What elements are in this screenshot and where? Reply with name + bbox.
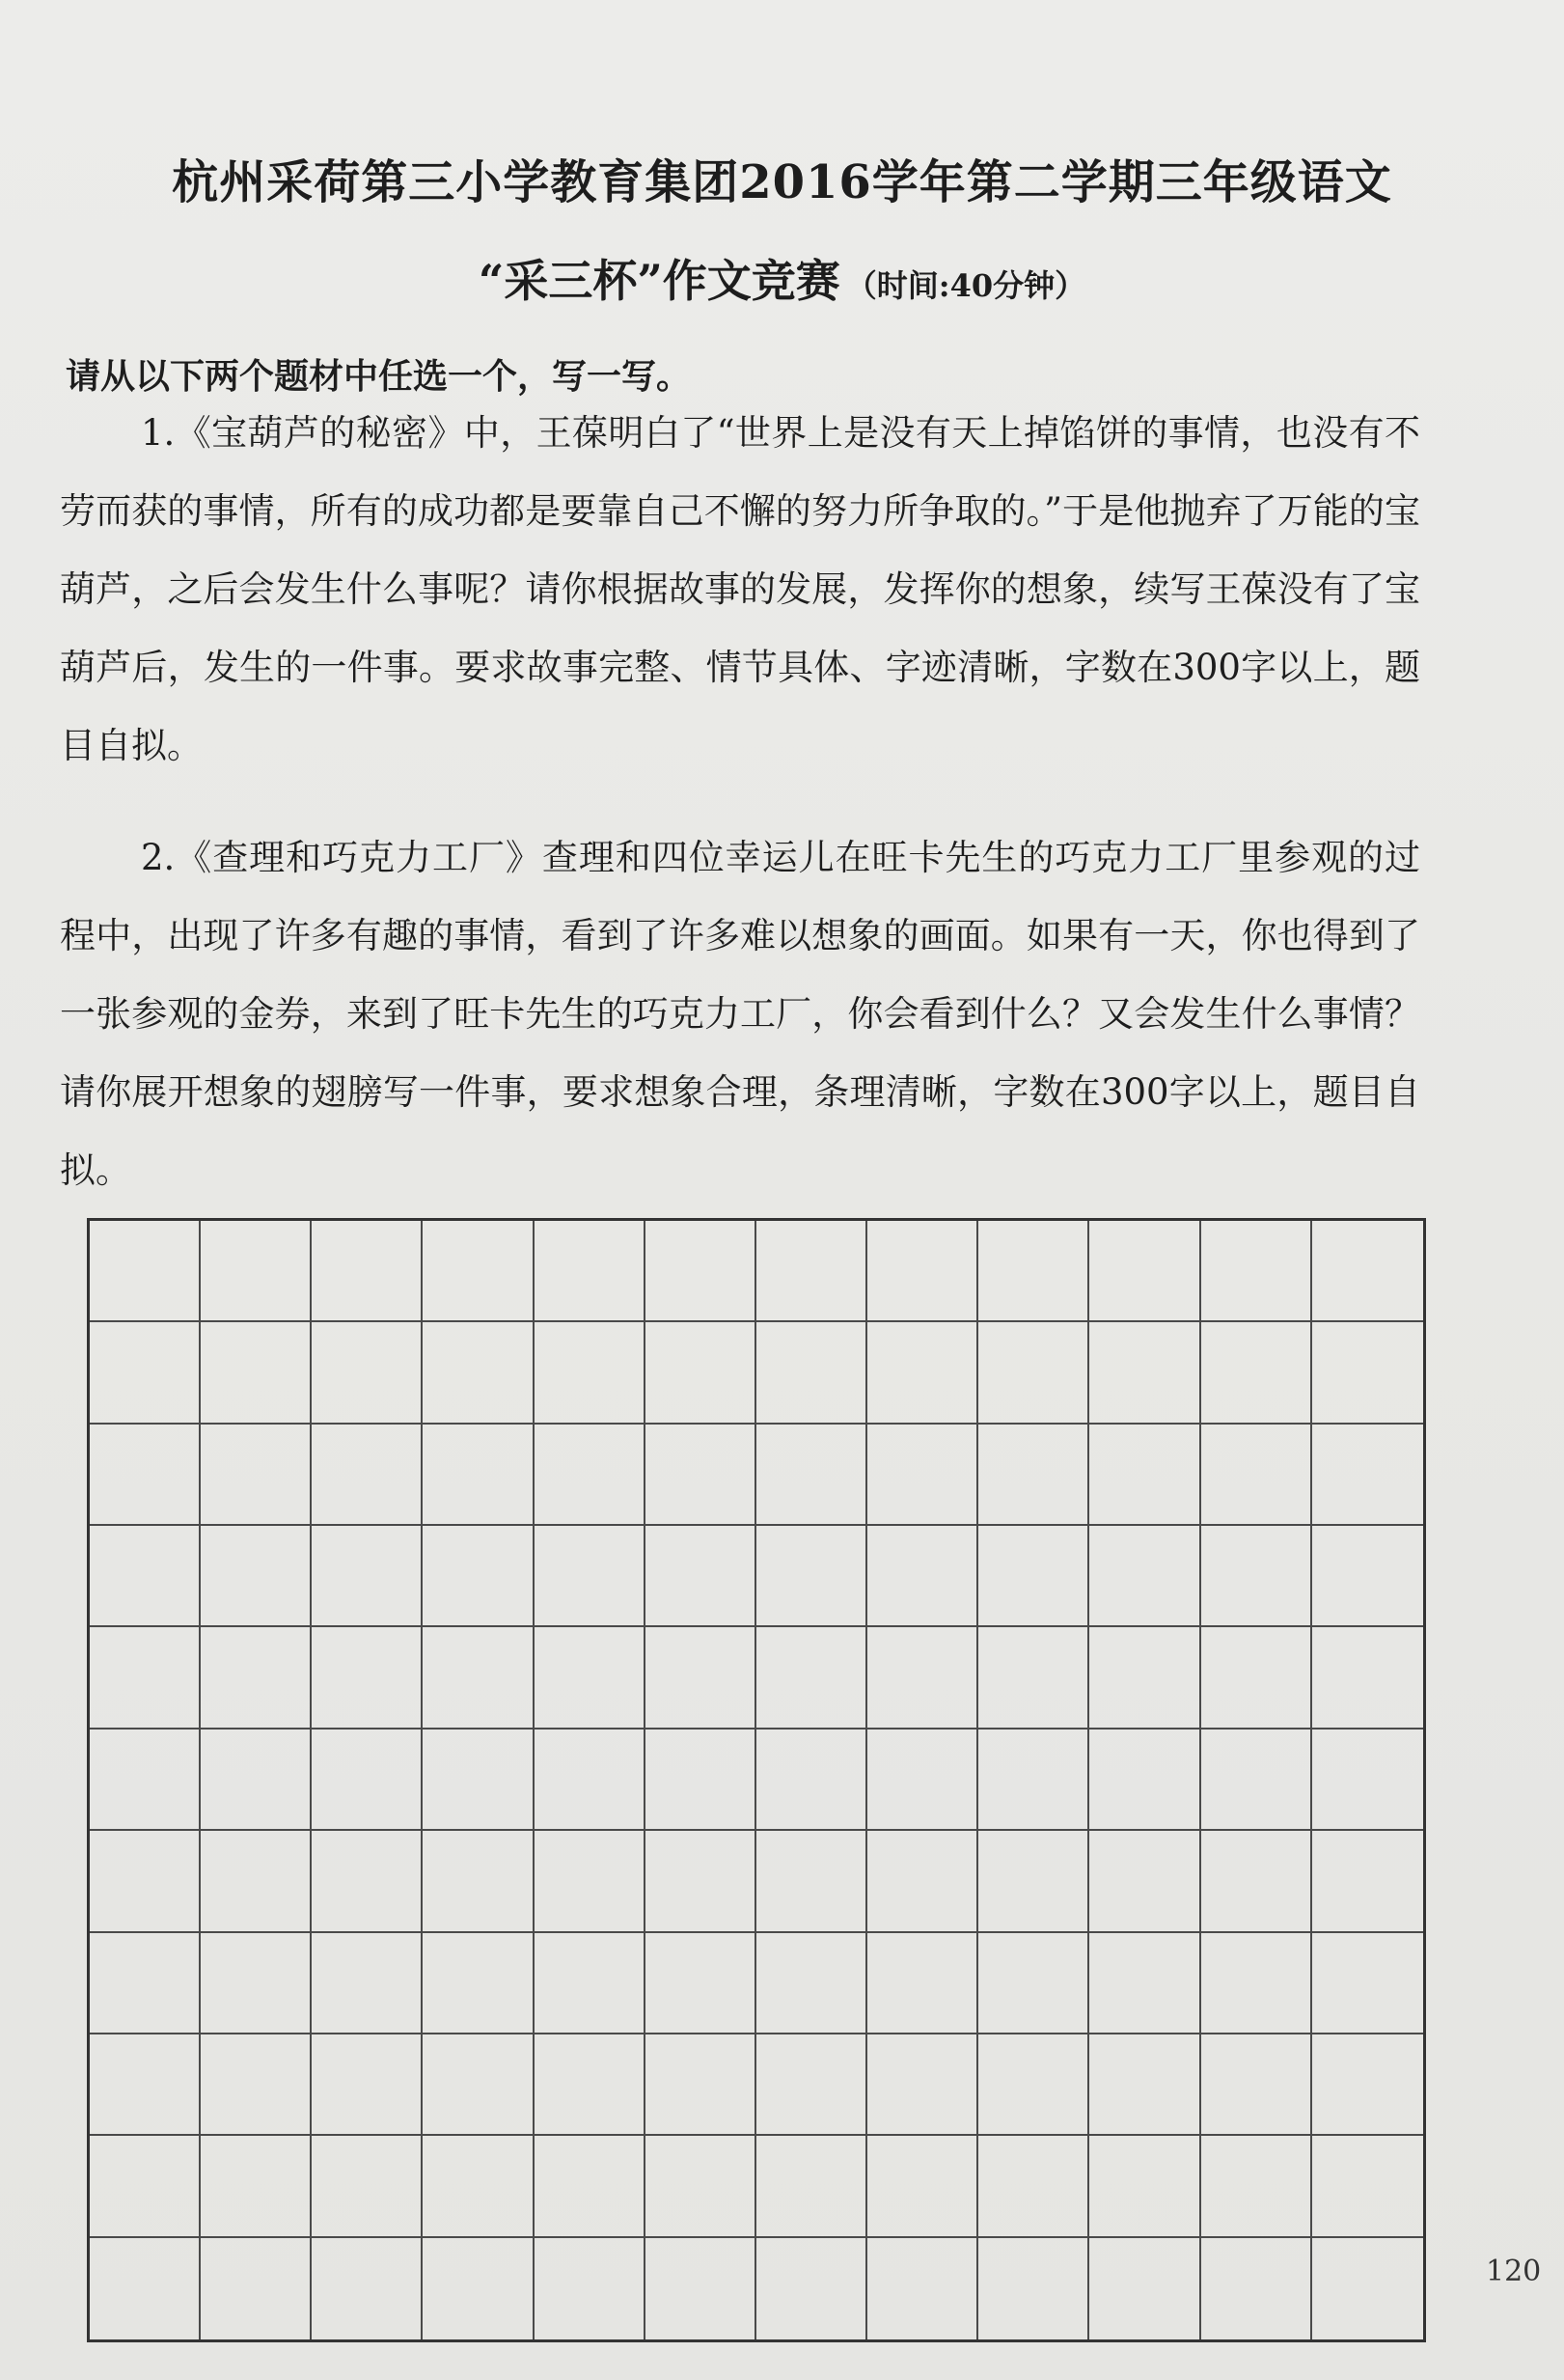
grid-cell[interactable]	[201, 1933, 312, 2034]
grid-cell[interactable]	[645, 1425, 756, 1526]
grid-cell[interactable]	[90, 2238, 201, 2339]
grid-cell[interactable]	[201, 1526, 312, 1627]
grid-cell[interactable]	[756, 1933, 867, 2034]
grid-cell[interactable]	[1089, 1730, 1200, 1831]
grid-cell[interactable]	[312, 2238, 423, 2339]
grid-cell[interactable]	[312, 1730, 423, 1831]
grid-cell[interactable]	[1201, 2136, 1312, 2237]
grid-cell[interactable]	[1312, 2136, 1423, 2237]
grid-cell[interactable]	[1089, 1322, 1200, 1424]
grid-cell[interactable]	[312, 1221, 423, 1322]
grid-cell[interactable]	[645, 2034, 756, 2136]
grid-cell[interactable]	[867, 1221, 978, 1322]
grid-cell[interactable]	[535, 2136, 645, 2237]
grid-cell[interactable]	[1089, 1425, 1200, 1526]
instruction-text: 请从以下两个题材中任选一个，写一写。	[66, 357, 692, 397]
grid-cell[interactable]	[756, 1627, 867, 1729]
grid-cell[interactable]	[978, 2136, 1089, 2237]
grid-cell[interactable]	[312, 2034, 423, 2136]
grid-cell[interactable]	[201, 2136, 312, 2237]
grid-cell[interactable]	[645, 1221, 756, 1322]
grid-cell[interactable]	[867, 1933, 978, 2034]
grid-cell[interactable]	[756, 1730, 867, 1831]
grid-cell[interactable]	[535, 1425, 645, 1526]
grid-cell[interactable]	[645, 1526, 756, 1627]
grid-cell[interactable]	[867, 1730, 978, 1831]
page-number: 120	[1486, 2255, 1542, 2288]
grid-cell[interactable]	[978, 1425, 1089, 1526]
grid-cell[interactable]	[756, 1322, 867, 1424]
grid-cell[interactable]	[90, 1831, 201, 1932]
grid-cell[interactable]	[1201, 1526, 1312, 1627]
grid-cell[interactable]	[1089, 1933, 1200, 2034]
grid-cell[interactable]	[978, 1322, 1089, 1424]
grid-cell[interactable]	[1089, 1831, 1200, 1932]
grid-cell[interactable]	[645, 1322, 756, 1424]
grid-cell[interactable]	[423, 1730, 534, 1831]
grid-cell[interactable]	[756, 1425, 867, 1526]
grid-cell[interactable]	[645, 1933, 756, 2034]
grid-cell[interactable]	[201, 1831, 312, 1932]
grid-cell[interactable]	[756, 2238, 867, 2339]
topic-1-text: 1.《宝葫芦的秘密》中，王葆明白了“世界上是没有天上掉馅饼的事情，也没有不劳而获的事情，所有的成功都是要靠自己不懈的努力所争取的。”于是他抛弃了万能的宝葫芦，之后会发生什么事呢？请你根据故事的发展，发挥你的想象，续写王葆没有了宝葫芦后，发生的一件事。要求故事完整、情节具体、字迹清晰，字数在300字以上，题目自拟。	[60, 412, 1420, 766]
grid-cell[interactable]	[1201, 2034, 1312, 2136]
grid-cell[interactable]	[645, 1831, 756, 1932]
grid-cell[interactable]	[201, 1322, 312, 1424]
grid-cell[interactable]	[90, 1933, 201, 2034]
grid-cell[interactable]	[201, 2238, 312, 2339]
grid-cell[interactable]	[1201, 1221, 1312, 1322]
grid-cell[interactable]	[1312, 1322, 1423, 1424]
grid-cell[interactable]	[867, 1425, 978, 1526]
grid-cell[interactable]	[423, 1221, 534, 1322]
grid-cell[interactable]	[756, 1831, 867, 1932]
grid-cell[interactable]	[1312, 2034, 1423, 2136]
grid-cell[interactable]	[90, 2136, 201, 2237]
grid-cell[interactable]	[756, 2136, 867, 2237]
grid-cell[interactable]	[1312, 1526, 1423, 1627]
grid-cell[interactable]	[535, 2034, 645, 2136]
grid-cell[interactable]	[312, 1425, 423, 1526]
grid-cell[interactable]	[978, 1627, 1089, 1729]
grid-cell[interactable]	[867, 1627, 978, 1729]
grid-cell[interactable]	[201, 1730, 312, 1831]
grid-cell[interactable]	[90, 1526, 201, 1627]
grid-cell[interactable]	[867, 2238, 978, 2339]
grid-cell[interactable]	[423, 2238, 534, 2339]
grid-cell[interactable]	[201, 2034, 312, 2136]
grid-cell[interactable]	[312, 1322, 423, 1424]
grid-cell[interactable]	[1312, 1730, 1423, 1831]
grid-cell[interactable]	[1089, 2034, 1200, 2136]
grid-cell[interactable]	[1089, 1221, 1200, 1322]
grid-cell[interactable]	[312, 1526, 423, 1627]
grid-cell[interactable]	[312, 2136, 423, 2237]
grid-cell[interactable]	[201, 1627, 312, 1729]
grid-cell[interactable]	[423, 1933, 534, 2034]
grid-cell[interactable]	[756, 1221, 867, 1322]
competition-name: “采三杯”作文竞赛	[478, 255, 840, 307]
grid-cell[interactable]	[1312, 1425, 1423, 1526]
grid-cell[interactable]	[1201, 1933, 1312, 2034]
grid-cell[interactable]	[1201, 1730, 1312, 1831]
grid-cell[interactable]	[201, 1221, 312, 1322]
grid-cell[interactable]	[312, 1627, 423, 1729]
grid-cell[interactable]	[1089, 1627, 1200, 1729]
grid-cell[interactable]	[1312, 1627, 1423, 1729]
grid-cell[interactable]	[423, 1831, 534, 1932]
grid-cell[interactable]	[645, 1627, 756, 1729]
grid-cell[interactable]	[423, 1627, 534, 1729]
grid-cell[interactable]	[867, 1526, 978, 1627]
time-limit: （时间:40分钟）	[845, 267, 1086, 304]
exam-title: 杭州采荷第三小学教育集团2016学年第二学期三年级语文	[172, 155, 1392, 209]
grid-cell[interactable]	[1089, 2136, 1200, 2237]
grid-cell[interactable]	[535, 1221, 645, 1322]
grid-cell[interactable]	[312, 1831, 423, 1932]
grid-cell[interactable]	[867, 2136, 978, 2237]
exam-subtitle	[0, 246, 1564, 310]
grid-cell[interactable]	[90, 2034, 201, 2136]
grid-cell[interactable]	[1089, 1526, 1200, 1627]
grid-cell[interactable]	[978, 1221, 1089, 1322]
grid-cell[interactable]	[423, 2034, 534, 2136]
grid-cell[interactable]	[423, 2136, 534, 2237]
grid-cell[interactable]	[90, 1730, 201, 1831]
grid-cell[interactable]	[1201, 1831, 1312, 1932]
grid-cell[interactable]	[90, 1221, 201, 1322]
grid-cell[interactable]	[423, 1425, 534, 1526]
grid-cell[interactable]	[90, 1425, 201, 1526]
grid-cell[interactable]	[423, 1526, 534, 1627]
grid-cell[interactable]	[756, 1526, 867, 1627]
grid-cell[interactable]	[978, 2034, 1089, 2136]
grid-cell[interactable]	[978, 1730, 1089, 1831]
grid-cell[interactable]	[90, 1322, 201, 1424]
writing-grid[interactable]	[87, 1218, 1426, 2342]
grid-cell[interactable]	[1201, 1425, 1312, 1526]
grid-cell[interactable]	[1089, 2238, 1200, 2339]
grid-cell[interactable]	[645, 2136, 756, 2237]
grid-cell[interactable]	[867, 1831, 978, 1932]
grid-cell[interactable]	[978, 2238, 1089, 2339]
grid-cell[interactable]	[90, 1627, 201, 1729]
grid-cell[interactable]	[535, 1322, 645, 1424]
grid-cell[interactable]	[867, 1322, 978, 1424]
grid-cell[interactable]	[867, 2034, 978, 2136]
grid-cell[interactable]	[978, 1526, 1089, 1627]
grid-cell[interactable]	[978, 1933, 1089, 2034]
grid-cell[interactable]	[645, 2238, 756, 2339]
grid-cell[interactable]	[1312, 1221, 1423, 1322]
grid-cell[interactable]	[201, 1425, 312, 1526]
grid-cell[interactable]	[1201, 1627, 1312, 1729]
grid-cell[interactable]	[1312, 1933, 1423, 2034]
grid-cell[interactable]	[978, 1831, 1089, 1932]
grid-cell[interactable]	[535, 1933, 645, 2034]
grid-cell[interactable]	[1312, 2238, 1423, 2339]
grid-cell[interactable]	[756, 2034, 867, 2136]
grid-cell[interactable]	[535, 1730, 645, 1831]
grid-cell[interactable]	[645, 1730, 756, 1831]
grid-cell[interactable]	[312, 1933, 423, 2034]
grid-cell[interactable]	[535, 1526, 645, 1627]
grid-cell[interactable]	[1312, 1831, 1423, 1932]
grid-cell[interactable]	[1201, 2238, 1312, 2339]
topic-2-text: 2.《查理和巧克力工厂》查理和四位幸运儿在旺卡先生的巧克力工厂里参观的过程中，出现了许多有趣的事情，看到了许多难以想象的画面。如果有一天，你也得到了一张参观的金券，来到了旺卡先生的巧克力工厂，你会看到什么？又会发生什么事情？请你展开想象的翅膀写一件事，要求想象合理，条理清晰，字数在300字以上，题目自拟。	[60, 837, 1420, 1191]
grid-cell[interactable]	[423, 1322, 534, 1424]
grid-cell[interactable]	[535, 2238, 645, 2339]
grid-cell[interactable]	[1201, 1322, 1312, 1424]
grid-cell[interactable]	[535, 1831, 645, 1932]
grid-cell[interactable]	[535, 1627, 645, 1729]
